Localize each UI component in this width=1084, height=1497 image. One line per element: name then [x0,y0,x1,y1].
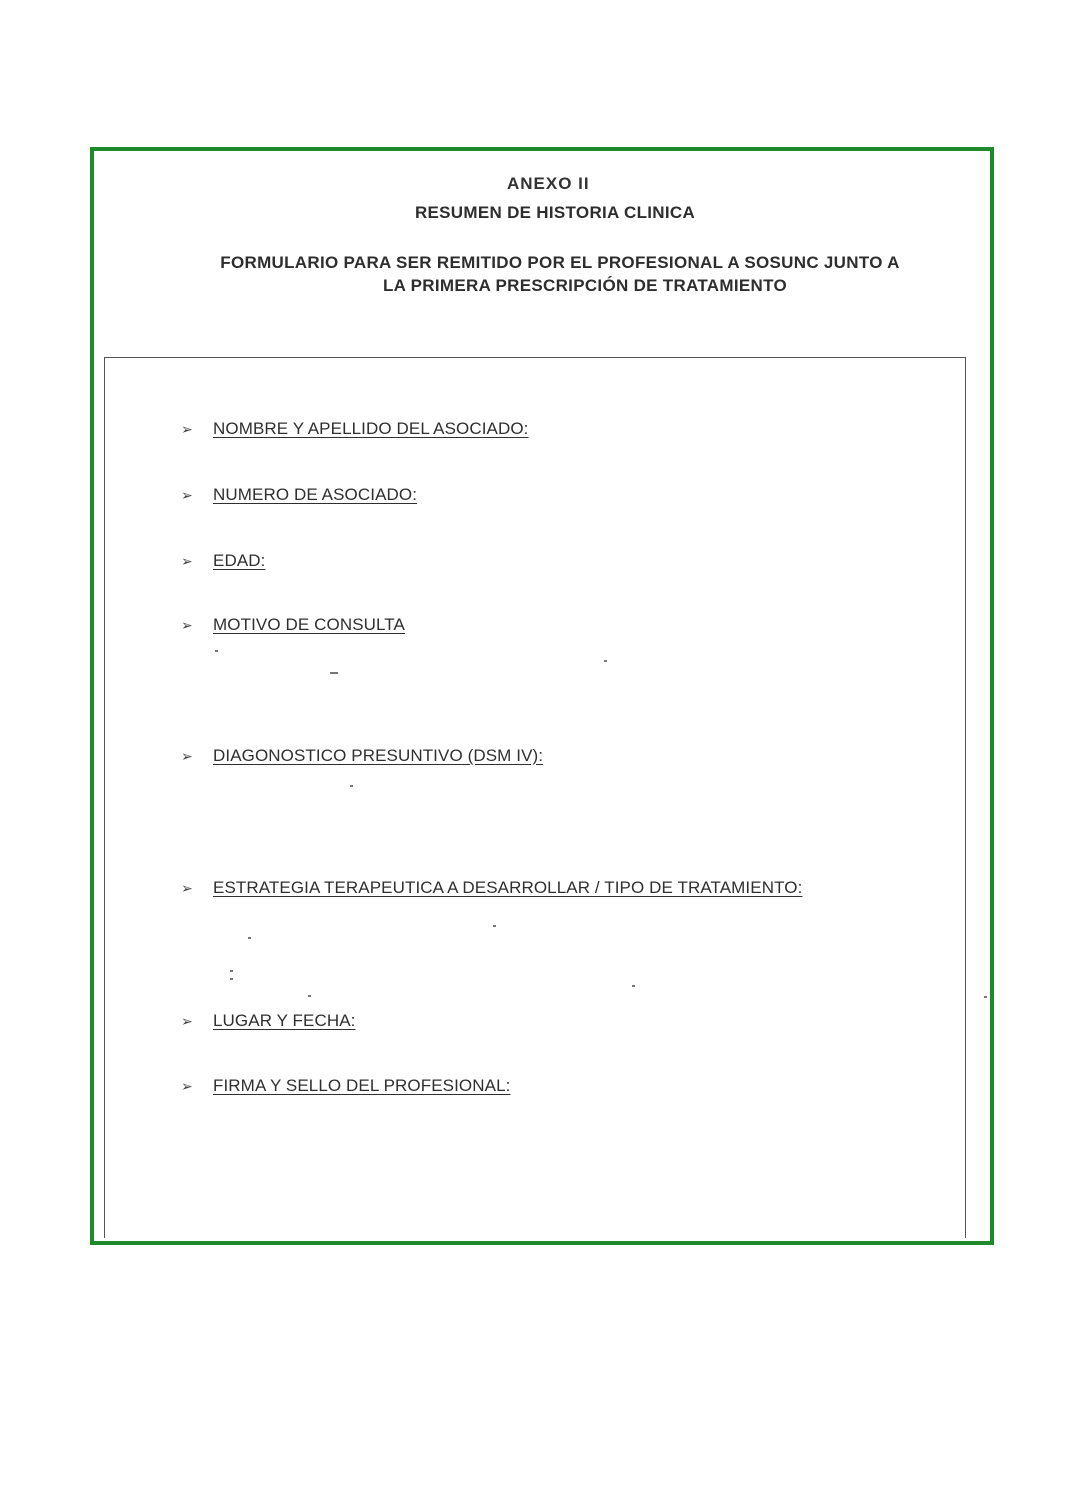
field-lugar-fecha [181,1011,355,1031]
arrow-bullet-icon: ➢ [181,552,193,569]
field-label: MOTIVO DE CONSULTA [213,615,405,634]
scan-speck [248,937,251,939]
arrow-bullet-icon: ➢ [181,879,193,896]
field-numero-asociado [181,485,417,505]
arrow-bullet-icon: ➢ [181,1012,193,1029]
document-subtitle-line2: LA PRIMERA PRESCRIPCIÓN DE TRATAMIENTO [383,276,787,295]
arrow-bullet-icon: ➢ [181,747,193,764]
field-label: EDAD: [213,551,266,570]
scan-speck [230,978,233,980]
scan-speck [308,995,311,997]
scan-speck [984,996,987,998]
arrow-bullet-icon: ➢ [181,1077,193,1094]
scan-speck [350,785,353,787]
field-label: NUMERO DE ASOCIADO: [213,485,418,504]
arrow-bullet-icon: ➢ [181,616,193,633]
field-nombre-apellido [181,419,529,439]
field-label: LUGAR Y FECHA: [213,1011,356,1030]
field-estrategia [181,878,802,898]
field-motivo-consulta [181,615,405,635]
field-label: FIRMA Y SELLO DEL PROFESIONAL: [213,1076,511,1095]
field-firma-sello [181,1076,510,1096]
field-label: ESTRATEGIA TERAPEUTICA A DESARROLLAR / TIPO DE TRATAMIENTO: [213,878,803,897]
cropped-annex-heading: ANEXO II [507,174,590,193]
field-diagnostico [181,746,543,766]
scan-speck [632,985,635,987]
field-label: DIAGONOSTICO PRESUNTIVO (DSM IV): [213,746,544,765]
scan-speck [215,650,218,652]
scan-speck [230,970,233,972]
arrow-bullet-icon: ➢ [181,420,193,437]
scan-speck [493,925,496,927]
scan-speck [330,672,338,674]
document-title: RESUMEN DE HISTORIA CLINICA [414,203,696,222]
field-edad [181,551,265,571]
arrow-bullet-icon: ➢ [181,486,193,503]
field-label: NOMBRE Y APELLIDO DEL ASOCIADO: [213,419,529,438]
document-subtitle-line1: FORMULARIO PARA SER REMITIDO POR EL PROFESIONAL A SOSUNC JUNTO A [220,253,900,272]
scan-speck [604,660,607,662]
